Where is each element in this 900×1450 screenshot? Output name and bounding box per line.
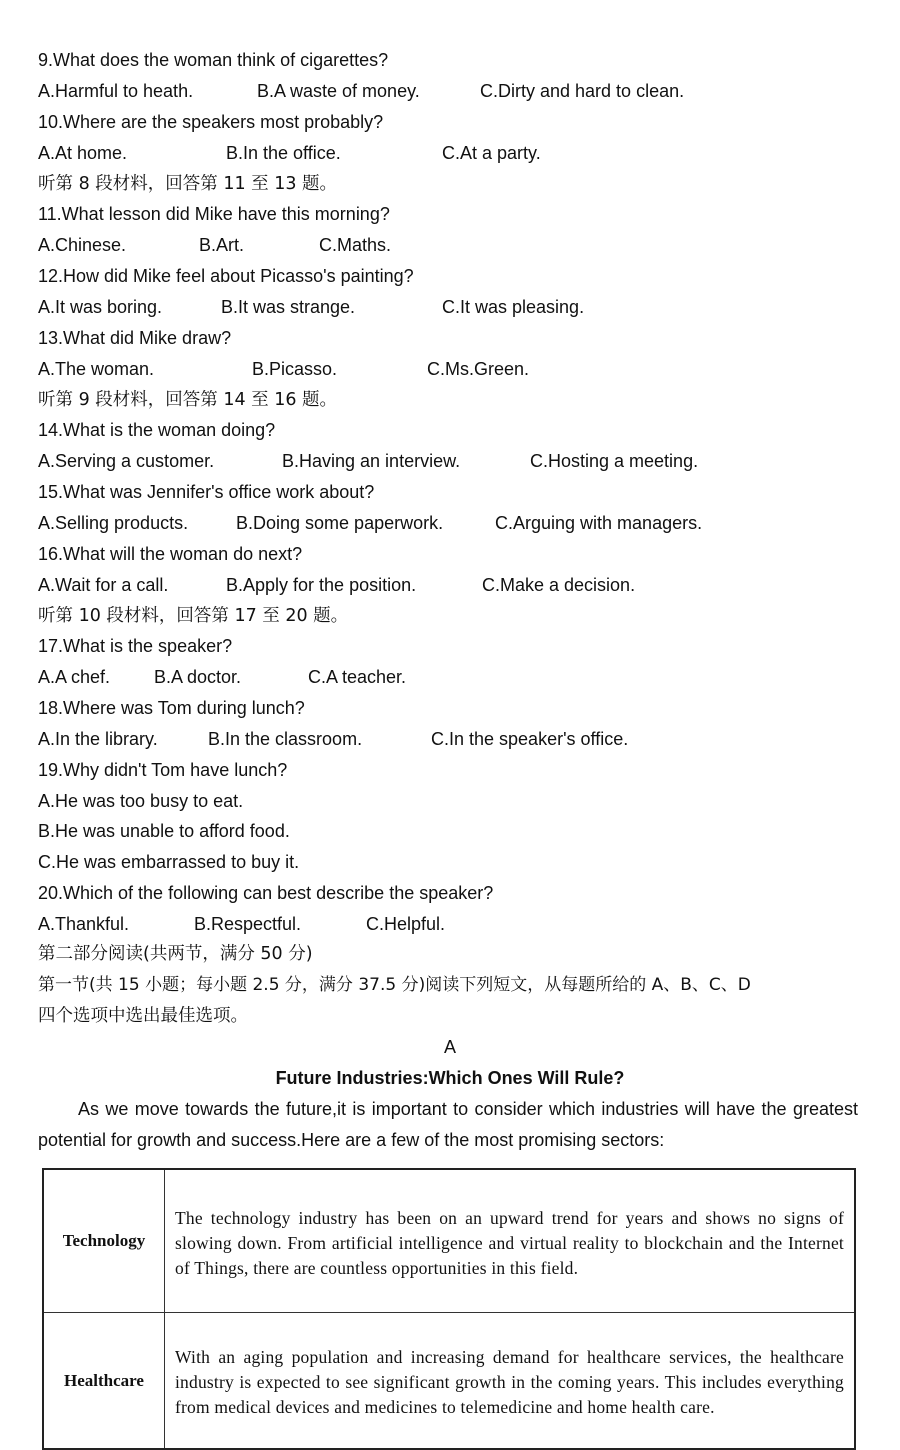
question-9: 9.What does the woman think of cigarettes? [38,50,389,70]
passage-letter: A [443,1037,456,1057]
passage-title: Future Industries:Which Ones Will Rule? [275,1068,625,1088]
option-c: C.It was pleasing. [442,297,585,317]
option-c: C.Make a decision. [482,575,636,595]
part2-instruction-cont: 四个选项中选出最佳选项。 [38,1006,248,1026]
option-a: A.Selling products. [38,513,189,533]
question-10: 10.Where are the speakers most probably? [38,112,384,132]
option-b: B.Apply for the position. [226,575,417,595]
sector-description: With an aging population and increasing demand for healthcare services, the healthcare industry is expected to see significant growth in the coming years. This includes everything from medical devices and medicines to telemedicine and home health care. [165,1313,856,1450]
option-c: C.In the speaker's office. [431,729,629,749]
option-a: A.At home. [38,143,128,163]
option-c: C.Arguing with managers. [495,513,703,533]
question-19: 19.Why didn't Tom have lunch? [38,760,288,780]
option-b: B.He was unable to afford food. [38,821,290,841]
sectors-table [42,1168,856,1450]
option-b: B.A waste of money. [257,81,420,101]
sector-label: Technology [43,1169,165,1313]
option-a: A.Thankful. [38,914,130,934]
option-c: C.Dirty and hard to clean. [480,81,685,101]
question-17: 17.What is the speaker? [38,636,233,656]
option-c: C.Hosting a meeting. [530,451,699,471]
table-row [43,1169,855,1313]
question-15: 15.What was Jennifer's office work about? [38,482,375,502]
question-16: 16.What will the woman do next? [38,544,303,564]
option-a: A.He was too busy to eat. [38,791,244,811]
option-c: C.Helpful. [366,914,446,934]
question-13: 13.What did Mike draw? [38,328,232,348]
option-a: A.Harmful to heath. [38,81,194,101]
option-a: A.Chinese. [38,235,127,255]
sector-label: Healthcare [43,1313,165,1450]
question-18: 18.Where was Tom during lunch? [38,698,305,718]
question-14: 14.What is the woman doing? [38,420,276,440]
part2-heading: 第二部分阅读(共两节，满分 50 分) [38,944,313,964]
section-instruction-9: 听第 9 段材料，回答第 14 至 16 题。 [38,390,338,410]
option-a: A.In the library. [38,729,158,749]
option-c: C.A teacher. [308,667,407,687]
option-b: B.In the office. [226,143,341,163]
option-b: B.Picasso. [252,359,338,379]
passage-intro: As we move towards the future,it is important to consider which industries will have the greatest potential for growth and success.Here are a few of the most promising sectors: [38,1099,858,1150]
option-b: B.Respectful. [194,914,302,934]
option-c: C.He was embarrassed to buy it. [38,852,300,872]
option-b: B.Doing some paperwork. [236,513,444,533]
sector-description: The technology industry has been on an upward trend for years and shows no signs of slowing down. From artificial intelligence and virtual reality to blockchain and the Internet of Things, there are countless opportunities in this field. [165,1169,856,1313]
option-b: B.A doctor. [154,667,242,687]
section-instruction-8: 听第 8 段材料，回答第 11 至 13 题。 [38,174,338,194]
option-b: B.It was strange. [221,297,356,317]
question-20: 20.Which of the following can best describe the speaker? [38,883,494,903]
option-b: B.In the classroom. [208,729,363,749]
part2-instruction: 第一节(共 15 小题；每小题 2.5 分，满分 37.5 分)阅读下列短文，从每题所给的 A、B、C、D [38,975,751,995]
table-row [43,1313,855,1450]
option-a: A.The woman. [38,359,155,379]
option-c: C.Ms.Green. [427,359,530,379]
option-a: A.A chef. [38,667,111,687]
option-b: B.Having an interview. [282,451,461,471]
section-instruction-10: 听第 10 段材料，回答第 17 至 20 题。 [38,606,349,626]
option-a: A.Wait for a call. [38,575,169,595]
question-11: 11.What lesson did Mike have this morning? [38,204,390,224]
option-c: C.Maths. [319,235,392,255]
option-c: C.At a party. [442,143,541,163]
option-a: A.It was boring. [38,297,163,317]
option-b: B.Art. [199,235,245,255]
question-12: 12.How did Mike feel about Picasso's painting? [38,266,414,286]
option-a: A.Serving a customer. [38,451,215,471]
